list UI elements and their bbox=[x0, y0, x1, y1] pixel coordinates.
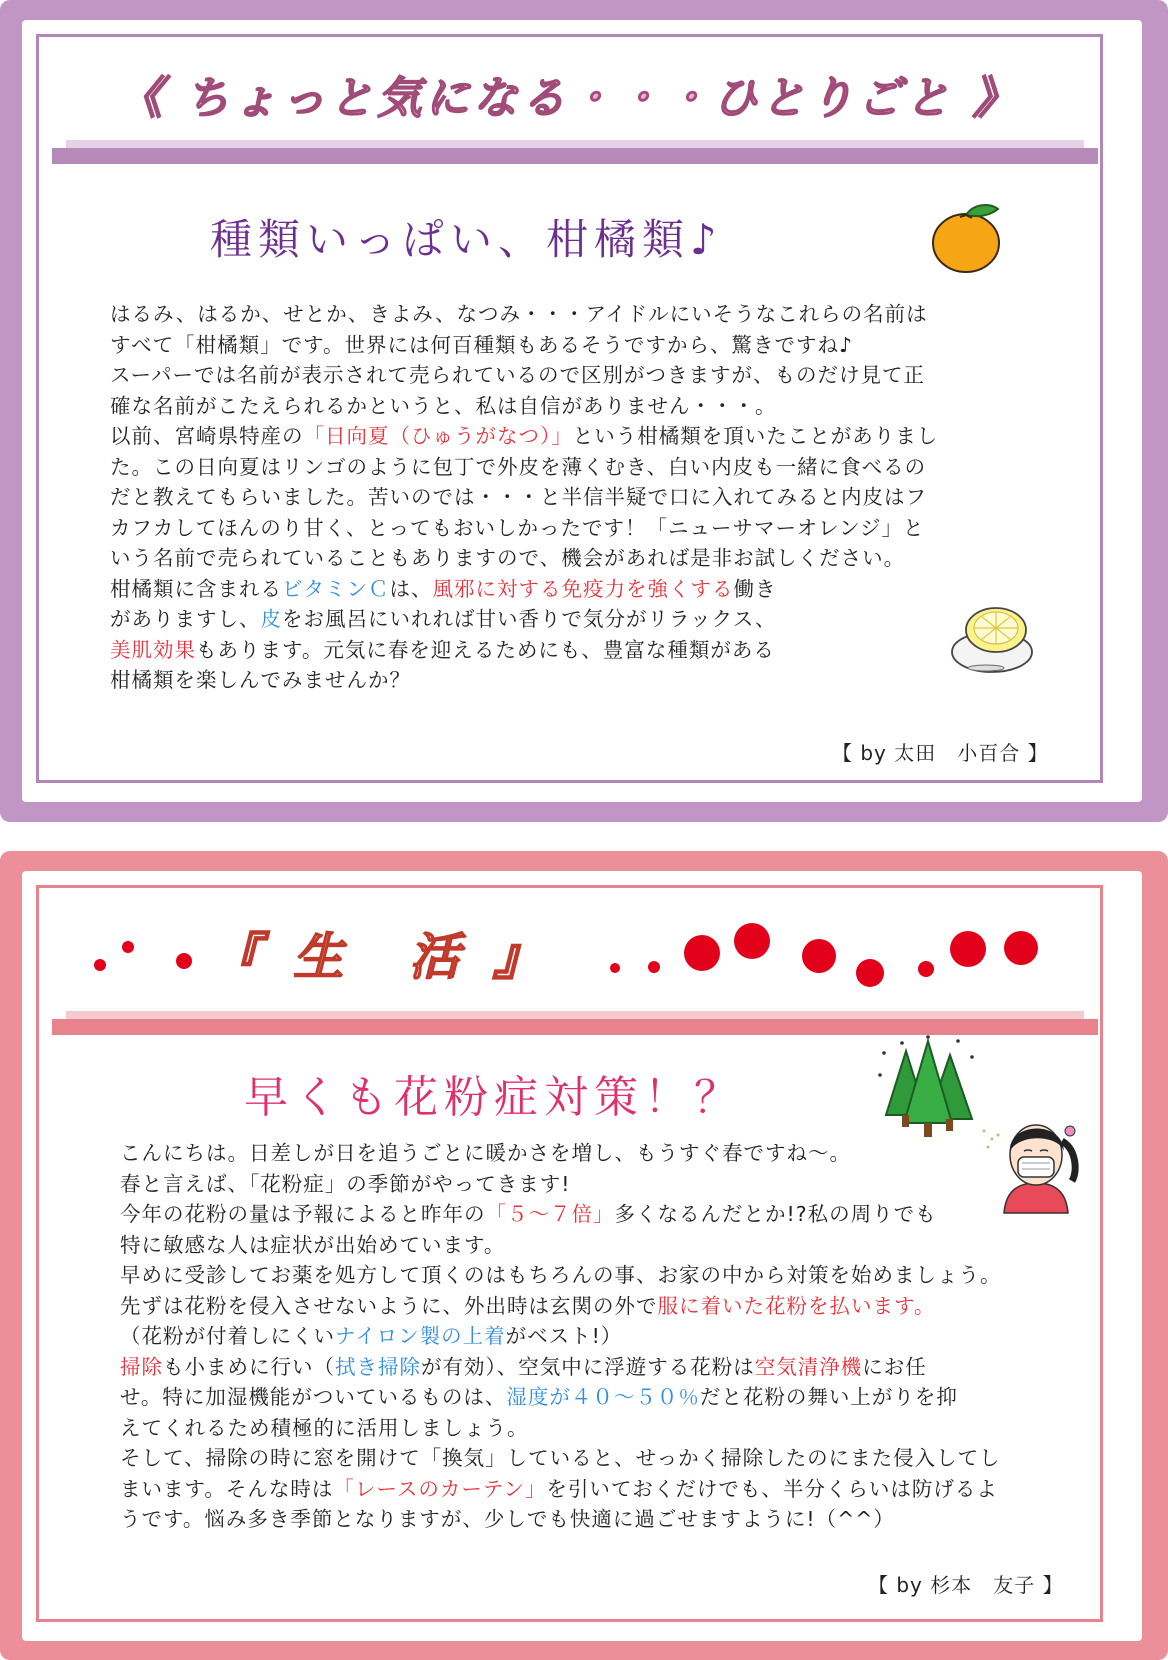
text-line: 柑橘類を楽しんでみませんか？ bbox=[110, 668, 411, 692]
text-line bbox=[110, 421, 938, 452]
highlight-blue: 湿度が４０～５０％ bbox=[506, 1385, 700, 1409]
text-segment: （花粉が付着しにくい bbox=[120, 1324, 335, 1348]
highlight-red: 「５～７倍」 bbox=[485, 1202, 615, 1226]
text-segment: という柑橘類を頂いたことがありまし bbox=[572, 424, 939, 448]
highlight-blue: ナイロン製の上着 bbox=[335, 1324, 506, 1348]
text-segment: 今年の花粉の量は予報によると昨年の bbox=[120, 1202, 486, 1226]
text-line: うです。悩み多き季節となりますが、少しでも快適に過ごせますように!（^^） bbox=[120, 1507, 895, 1531]
text-line: だと教えてもらいました。苦いのでは・・・と半信半疑で口に入れてみると内皮はフ bbox=[110, 485, 927, 509]
banner-title: 『 生 活 』 bbox=[210, 928, 551, 986]
pine-trees-icon bbox=[872, 1031, 984, 1141]
decor-dot bbox=[734, 923, 770, 959]
text-line: はるみ、はるか、せとか、きよみ、なつみ・・・アイドルにいそうなこれらの名前は bbox=[110, 302, 928, 326]
text-segment: 多くなるんだとか!?私の周りでも bbox=[614, 1202, 937, 1226]
highlight-red: 「レースのカーテン」 bbox=[333, 1476, 547, 1501]
banner-bar bbox=[52, 148, 1098, 164]
text-line: こんにちは。日差しが日を追うごとに暖かさを増し、もうすぐ春ですね～。 bbox=[120, 1141, 851, 1165]
decor-dot bbox=[856, 959, 884, 987]
section-seikatsu bbox=[0, 851, 1168, 1660]
text-line bbox=[120, 1291, 1002, 1322]
article-body bbox=[120, 1138, 1002, 1535]
decor-dot bbox=[1004, 931, 1038, 965]
text-segment: まいます。そんな時は bbox=[120, 1476, 334, 1501]
grapefruit-dish-icon bbox=[948, 602, 1036, 678]
text-line bbox=[110, 604, 938, 635]
decor-dot bbox=[122, 941, 134, 953]
text-line: いう名前で売られていることもありますので、機会があれば是非お試しください。 bbox=[110, 546, 906, 570]
text-line: 早めに受診してお薬を処方して頂くのはもちろんの事、お家の中から対策を始めましょう。 bbox=[120, 1263, 1002, 1287]
text-segment: だと花粉の舞い上がりを抑 bbox=[699, 1385, 958, 1409]
article-body bbox=[110, 299, 938, 696]
byline: 【 by 杉本 友子 】 bbox=[868, 1573, 1064, 1597]
highlight-red: 掃除 bbox=[120, 1354, 163, 1379]
text-line: すべて「柑橘類」です。世界には何百種類もあるそうですから、驚きですね♪ bbox=[110, 332, 854, 357]
text-segment: も小まめに行い（ bbox=[163, 1354, 335, 1379]
decor-dot bbox=[918, 961, 934, 977]
text-segment: にお任 bbox=[862, 1354, 927, 1379]
section-hitorigoto bbox=[0, 0, 1168, 822]
decor-dot bbox=[802, 939, 836, 973]
text-line: そして、掃除の時に窓を開けて「換気」していると、せっかく掃除したのにまた侵入してし bbox=[120, 1446, 1001, 1470]
text-line bbox=[110, 574, 938, 605]
decor-dot bbox=[610, 963, 620, 973]
text-segment: せ。特に加湿機能がついているものは、 bbox=[120, 1385, 507, 1409]
highlight-blue: 皮 bbox=[260, 607, 282, 631]
text-line bbox=[120, 1352, 1002, 1383]
text-segment: がありますし、 bbox=[110, 607, 261, 631]
highlight-red: 空気清浄機 bbox=[754, 1354, 863, 1379]
decor-dot bbox=[94, 959, 106, 971]
decor-dot bbox=[684, 935, 720, 971]
highlight-red: 美肌効果 bbox=[110, 637, 196, 662]
highlight-blue: ビタミンＣ bbox=[282, 576, 390, 601]
text-line bbox=[120, 1382, 1002, 1413]
text-line: えてくれるため積極的に活用しましょう。 bbox=[120, 1415, 529, 1440]
text-segment: がベスト!） bbox=[505, 1324, 623, 1348]
text-segment: もあります。元気に春を迎えるためにも、豊富な種類がある bbox=[196, 637, 775, 662]
text-segment: は、 bbox=[389, 576, 433, 601]
decor-dot bbox=[176, 953, 192, 969]
text-segment: 柑橘類に含まれる bbox=[110, 576, 282, 601]
text-segment: 働き bbox=[733, 576, 777, 601]
text-segment: 先ずは花粉を侵入させないように、外出時は玄関の外で bbox=[120, 1293, 658, 1318]
text-segment: が有効）、空気中に浮遊する花粉は bbox=[421, 1354, 755, 1379]
text-line: スーパーでは名前が表示されて売られているので区別がつきますが、ものだけ見て正 bbox=[110, 363, 925, 387]
highlight-red: 「日向夏（ひゅうがなつ）」 bbox=[303, 424, 573, 448]
highlight-blue: 拭き掃除 bbox=[335, 1354, 421, 1379]
text-line bbox=[120, 1321, 1002, 1352]
text-line bbox=[120, 1474, 1002, 1505]
text-segment: をお風呂にいれれば甘い香りで気分がリラックス、 bbox=[282, 607, 777, 631]
text-line: 春と言えば、「花粉症」の季節がやってきます! bbox=[120, 1171, 571, 1196]
orange-icon bbox=[926, 195, 1008, 275]
byline: 【 by 太田 小百合 】 bbox=[832, 741, 1049, 765]
highlight-red: 風邪に対する免疫力を強くする bbox=[432, 576, 734, 601]
highlight-red: 服に着いた花粉を払います。 bbox=[657, 1293, 936, 1318]
text-line: カフカしてほんのり甘く、とってもおいしかったです！「ニューサマーオレンジ」と bbox=[110, 515, 925, 540]
headline: 早くも花粉症対策！？ bbox=[244, 1072, 744, 1123]
text-line: 確な名前がこたえられるかというと、私は自信がありません・・・。 bbox=[110, 393, 777, 418]
decor-dot bbox=[950, 931, 986, 967]
text-line: 特に敏感な人は症状が出始めています。 bbox=[120, 1232, 506, 1257]
text-segment: 以前、宮崎県特産の bbox=[110, 424, 304, 448]
headline: 種類いっぱい、柑橘類♪ bbox=[210, 215, 723, 264]
decor-dot bbox=[648, 961, 660, 973]
text-line bbox=[120, 1199, 1002, 1230]
banner-title: 《 ちょっと気になる・・・ひとりごと 》 bbox=[118, 73, 1021, 124]
text-line: た。この日向夏はリンゴのように包丁で外皮を薄くむき、白い内皮も一緒に食べるの bbox=[110, 454, 927, 479]
text-segment: を引いておくだけでも、半分くらいは防げるよ bbox=[546, 1476, 998, 1501]
text-line bbox=[110, 635, 938, 666]
